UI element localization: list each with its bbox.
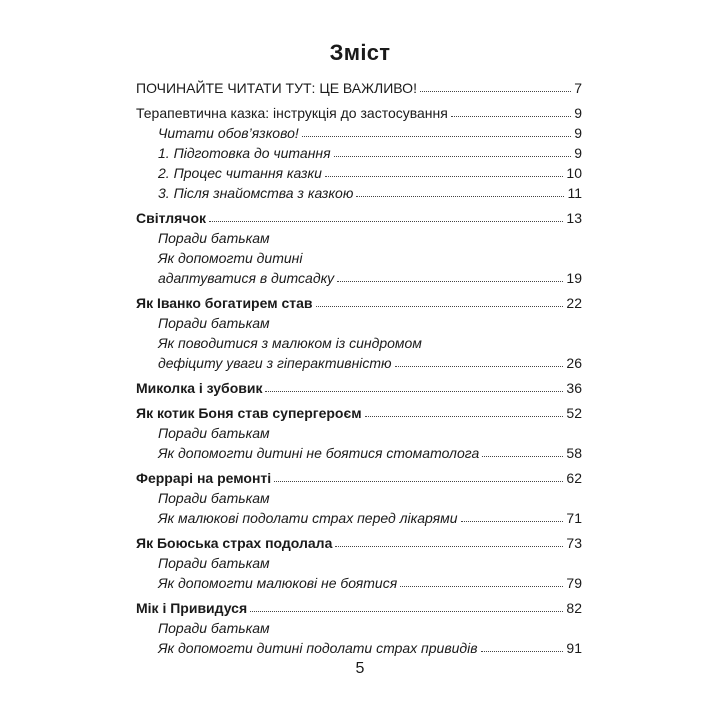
toc-entry-page: 79 — [566, 575, 582, 591]
toc-entry-page: 62 — [566, 470, 582, 486]
toc-entry — [136, 402, 582, 422]
toc-entry-title: Терапевтична казка: інструкція до застосування — [136, 105, 448, 121]
dot-leader — [451, 115, 571, 117]
toc-entry-page: 82 — [566, 600, 582, 616]
toc-subentry — [158, 122, 582, 142]
toc-entry-title: Як допомогти дитині подолати страх привидів — [158, 640, 478, 656]
toc-entry-title: 1. Підготовка до читання — [158, 145, 331, 161]
toc-entry-title: Поради батькам — [158, 620, 270, 636]
toc-subentry — [158, 332, 582, 352]
toc-entry-title: Як малюкові подолати страх перед лікарями — [158, 510, 458, 526]
toc-entry — [136, 207, 582, 227]
toc-subentry — [158, 267, 582, 287]
toc-subentry — [158, 422, 582, 442]
toc-subentry — [158, 637, 582, 657]
page-number: 5 — [355, 660, 365, 677]
toc-subentry — [158, 162, 582, 182]
toc-entry-title: Світлячок — [136, 210, 207, 226]
dot-leader — [316, 305, 564, 307]
toc-entry-title: 2. Процес читання казки — [158, 165, 322, 181]
toc-entry-page: 19 — [566, 270, 582, 286]
toc-entry-page: 13 — [566, 210, 582, 226]
dot-leader — [482, 455, 563, 457]
toc-entry-page: 9 — [574, 105, 582, 121]
dot-leader — [356, 195, 564, 197]
toc-entry-title: Мік і Привидуся — [136, 600, 248, 616]
toc-entry-title: адаптуватися в дитсадку — [158, 270, 335, 286]
toc-entry-title: Поради батькам — [158, 555, 270, 571]
toc-entry — [136, 377, 582, 397]
toc-entry — [136, 532, 582, 552]
toc-entry-title: Поради батькам — [158, 315, 270, 331]
toc-subentry — [158, 227, 582, 247]
toc-entry-page: 10 — [566, 165, 582, 181]
toc-entry-page: 22 — [566, 295, 582, 311]
toc-entry-title: Як поводитися з малюком із синдромом — [158, 335, 422, 351]
toc-entry-title: Як котик Боня став супергероєм — [136, 405, 362, 421]
toc-entry-title: Феррарі на ремонті — [136, 470, 272, 486]
toc-entry — [136, 597, 582, 617]
toc-entry-title: ПОЧИНАЙТЕ ЧИТАТИ ТУТ: ЦЕ ВАЖЛИВО! — [136, 80, 417, 96]
dot-leader — [334, 155, 572, 157]
toc-entry-page: 7 — [574, 80, 582, 96]
toc-entry-title: Поради батькам — [158, 425, 270, 441]
dot-leader — [335, 545, 563, 547]
toc-entry-page: 73 — [566, 535, 582, 551]
toc-entry-title: Як Боюська страх подолала — [136, 535, 333, 551]
toc-entry-page: 11 — [567, 185, 582, 201]
toc-entry-page: 9 — [574, 125, 582, 141]
toc-entry-title: Як допомогти дитині не боятися стоматолога — [158, 445, 480, 461]
toc-entry-page: 9 — [574, 145, 582, 161]
toc-entry-title: дефіциту уваги з гіперактивністю — [158, 355, 392, 371]
dot-leader — [325, 175, 564, 177]
toc-subentry — [158, 352, 582, 372]
toc-entry-title: Миколка і зубовик — [136, 380, 263, 396]
toc-entry-title: Як допомогти малюкові не боятися — [158, 575, 398, 591]
dot-leader — [400, 585, 563, 587]
toc-entry-page: 91 — [566, 640, 582, 656]
toc-entry — [136, 77, 582, 97]
dot-leader — [209, 220, 563, 222]
toc-entry-page: 71 — [566, 510, 582, 526]
toc-entry — [136, 102, 582, 122]
dot-leader — [395, 365, 564, 367]
page-title: Зміст — [329, 40, 391, 65]
toc-entry-title: Поради батькам — [158, 230, 270, 246]
dot-leader — [250, 610, 563, 612]
toc-subentry — [158, 142, 582, 162]
toc-entry-title: Поради батькам — [158, 490, 270, 506]
dot-leader — [302, 135, 571, 137]
toc-entry-page: 36 — [566, 380, 582, 396]
toc-entry-title: Як допомогти дитині — [158, 250, 303, 266]
toc-subentry — [158, 617, 582, 637]
dot-leader — [274, 480, 563, 482]
toc-subentry — [158, 487, 582, 507]
dot-leader — [481, 650, 564, 652]
toc-subentry — [158, 442, 582, 462]
dot-leader — [461, 520, 564, 522]
toc-entry-page: 52 — [566, 405, 582, 421]
dot-leader — [420, 90, 571, 92]
dot-leader — [337, 280, 563, 282]
toc-entry-page: 26 — [566, 355, 582, 371]
toc-entry-page: 58 — [566, 445, 582, 461]
toc-entry — [136, 467, 582, 487]
toc-subentry — [158, 312, 582, 332]
toc-entry-title: Як Іванко богатирем став — [136, 295, 313, 311]
toc-subentry — [158, 572, 582, 592]
dot-leader — [365, 415, 564, 417]
dot-leader — [265, 390, 563, 392]
toc-entry-title: Читати обов’язково! — [158, 125, 299, 141]
toc-subentry — [158, 247, 582, 267]
toc-subentry — [158, 552, 582, 572]
toc-entry-title: 3. Після знайомства з казкою — [158, 185, 354, 201]
toc-subentry — [158, 507, 582, 527]
toc-entry — [136, 292, 582, 312]
toc-subentry — [158, 182, 582, 202]
